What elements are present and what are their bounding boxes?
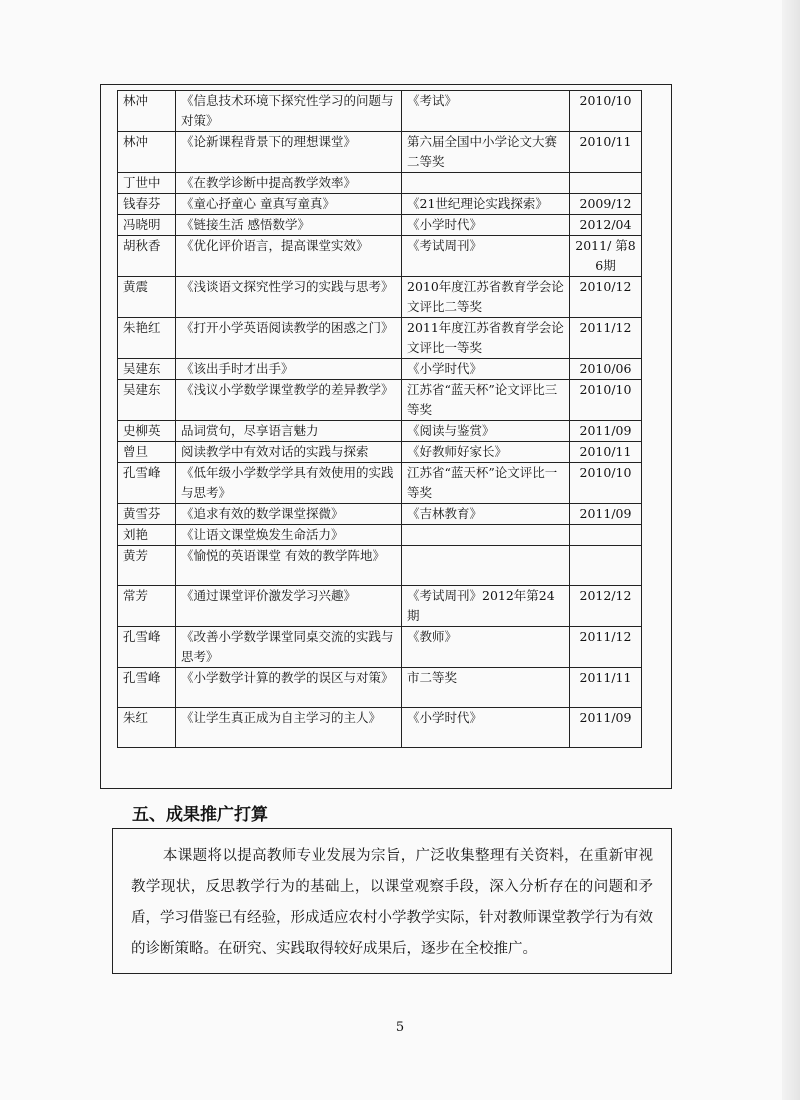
table-cell-author: 黄震 — [118, 277, 176, 318]
table-cell-author: 刘艳 — [118, 525, 176, 546]
table-row — [118, 708, 642, 748]
page-number: 5 — [395, 1020, 405, 1035]
table-cell-author: 林冲 — [118, 132, 176, 173]
table-cell-author: 常芳 — [118, 586, 176, 627]
table-cell-title: 《愉悦的英语课堂 有效的教学阵地》 — [176, 546, 402, 586]
table-cell-author: 曾旦 — [118, 442, 176, 463]
table-row — [118, 586, 642, 627]
table-cell-title: 《信息技术环境下探究性学习的问题与对策》 — [176, 91, 402, 132]
table-cell-title: 《在教学诊断中提高教学效率》 — [176, 173, 402, 194]
table-cell-title: 《论新课程背景下的理想课堂》 — [176, 132, 402, 173]
table-row — [118, 463, 642, 504]
table-cell-venue: 2010年度江苏省教育学会论文评比二等奖 — [402, 277, 570, 318]
table-cell-venue: 江苏省“蓝天杯”论文评比三等奖 — [402, 380, 570, 421]
table-cell-date: 2010/11 — [570, 132, 642, 173]
table-cell-title: 品词赏句，尽享语言魅力 — [176, 421, 402, 442]
table-cell-venue — [402, 173, 570, 194]
publication-table — [117, 90, 642, 748]
table-row — [118, 132, 642, 173]
table-cell-title: 《浅谈语文探究性学习的实践与思考》 — [176, 277, 402, 318]
table-row — [118, 91, 642, 132]
table-cell-venue: 2011年度江苏省教育学会论文评比一等奖 — [402, 318, 570, 359]
table-cell-author: 吴建东 — [118, 380, 176, 421]
table-row — [118, 442, 642, 463]
table-cell-date — [570, 546, 642, 586]
table-row — [118, 173, 642, 194]
table-cell-title: 《小学数学计算的教学的误区与对策》 — [176, 668, 402, 708]
table-cell-date: 2010/06 — [570, 359, 642, 380]
promotion-plan-box — [112, 828, 672, 974]
table-cell-venue: 《小学时代》 — [402, 708, 570, 748]
table-cell-date — [570, 173, 642, 194]
table-cell-date: 2010/10 — [570, 380, 642, 421]
table-cell-author: 朱红 — [118, 708, 176, 748]
section-heading: 五、成果推广打算 — [132, 805, 268, 825]
table-cell-venue: 江苏省“蓝天杯”论文评比一等奖 — [402, 463, 570, 504]
table-cell-title: 《该出手时才出手》 — [176, 359, 402, 380]
table-row — [118, 504, 642, 525]
table-cell-venue: 《考试周刊》 — [402, 236, 570, 277]
table-cell-venue — [402, 525, 570, 546]
promotion-plan-text: 本课题将以提高教师专业发展为宗旨，广泛收集整理有关资料，在重新审视教学现状，反思教学行为的基础上，以课堂观察手段，深入分析存在的问题和矛盾，学习借鉴已有经验，形成适应农村小学教学实际，针对教师课堂教学行为有效的诊断策略。在研究、实践取得较好成果后，逐步在全校推广。 — [131, 848, 653, 957]
table-row — [118, 546, 642, 586]
table-cell-date: 2011/09 — [570, 421, 642, 442]
table-cell-author: 吴建东 — [118, 359, 176, 380]
table-cell-date: 2009/12 — [570, 194, 642, 215]
table-cell-venue: 《考试》 — [402, 91, 570, 132]
table-cell-venue: 《小学时代》 — [402, 215, 570, 236]
table-row — [118, 215, 642, 236]
table-cell-venue: 《阅读与鉴赏》 — [402, 421, 570, 442]
table-cell-author: 胡秋香 — [118, 236, 176, 277]
table-row — [118, 236, 642, 277]
table-cell-author: 冯晓明 — [118, 215, 176, 236]
table-cell-venue: 《小学时代》 — [402, 359, 570, 380]
table-cell-title: 《让学生真正成为自主学习的主人》 — [176, 708, 402, 748]
table-cell-date: 2010/10 — [570, 91, 642, 132]
table-cell-author: 孔雪峰 — [118, 627, 176, 668]
table-cell-venue — [402, 546, 570, 586]
table-cell-author: 黄芳 — [118, 546, 176, 586]
table-row — [118, 421, 642, 442]
table-cell-date: 2011/12 — [570, 318, 642, 359]
table-cell-title: 《童心抒童心 童真写童真》 — [176, 194, 402, 215]
table-cell-author: 钱春芬 — [118, 194, 176, 215]
table-row — [118, 194, 642, 215]
table-cell-author: 林冲 — [118, 91, 176, 132]
table-cell-venue: 市二等奖 — [402, 668, 570, 708]
table-row — [118, 668, 642, 708]
table-cell-venue: 《好教师好家长》 — [402, 442, 570, 463]
table-cell-title: 《追求有效的数学课堂探微》 — [176, 504, 402, 525]
table-row — [118, 318, 642, 359]
table-cell-date: 2011/09 — [570, 708, 642, 748]
scan-page-edge — [782, 0, 800, 1100]
table-cell-author: 孔雪峰 — [118, 463, 176, 504]
table-cell-date: 2012/04 — [570, 215, 642, 236]
table-cell-venue: 《教师》 — [402, 627, 570, 668]
table-cell-title: 《通过课堂评价激发学习兴趣》 — [176, 586, 402, 627]
table-cell-title: 《低年级小学数学学具有效使用的实践与思考》 — [176, 463, 402, 504]
table-cell-date: 2011/12 — [570, 627, 642, 668]
table-cell-venue: 第六届全国中小学论文大赛二等奖 — [402, 132, 570, 173]
table-row — [118, 359, 642, 380]
table-cell-date: 2011/09 — [570, 504, 642, 525]
table-cell-date: 2012/12 — [570, 586, 642, 627]
table-row — [118, 627, 642, 668]
table-cell-venue: 《吉林教育》 — [402, 504, 570, 525]
table-cell-title: 《改善小学数学课堂同桌交流的实践与思考》 — [176, 627, 402, 668]
table-cell-author: 丁世中 — [118, 173, 176, 194]
table-cell-author: 黄雪芬 — [118, 504, 176, 525]
table-cell-title: 《打开小学英语阅读教学的困惑之门》 — [176, 318, 402, 359]
publication-table-body — [118, 91, 642, 748]
table-cell-title: 《浅议小学数学课堂教学的差异教学》 — [176, 380, 402, 421]
table-cell-venue: 《考试周刊》2012年第24期 — [402, 586, 570, 627]
table-cell-title: 《链接生活 感悟数学》 — [176, 215, 402, 236]
table-cell-title: 《优化评价语言，提高课堂实效》 — [176, 236, 402, 277]
table-cell-venue: 《21世纪理论实践探索》 — [402, 194, 570, 215]
table-cell-date: 2011/11 — [570, 668, 642, 708]
table-cell-title: 阅读教学中有效对话的实践与探索 — [176, 442, 402, 463]
table-cell-date: 2011/ 第86期 — [570, 236, 642, 277]
table-cell-date — [570, 525, 642, 546]
table-cell-date: 2010/11 — [570, 442, 642, 463]
table-row — [118, 525, 642, 546]
table-cell-author: 朱艳红 — [118, 318, 176, 359]
table-cell-author: 史柳英 — [118, 421, 176, 442]
table-row — [118, 277, 642, 318]
table-cell-title: 《让语文课堂焕发生命活力》 — [176, 525, 402, 546]
table-cell-author: 孔雪峰 — [118, 668, 176, 708]
table-row — [118, 380, 642, 421]
table-cell-date: 2010/10 — [570, 463, 642, 504]
table-cell-date: 2010/12 — [570, 277, 642, 318]
